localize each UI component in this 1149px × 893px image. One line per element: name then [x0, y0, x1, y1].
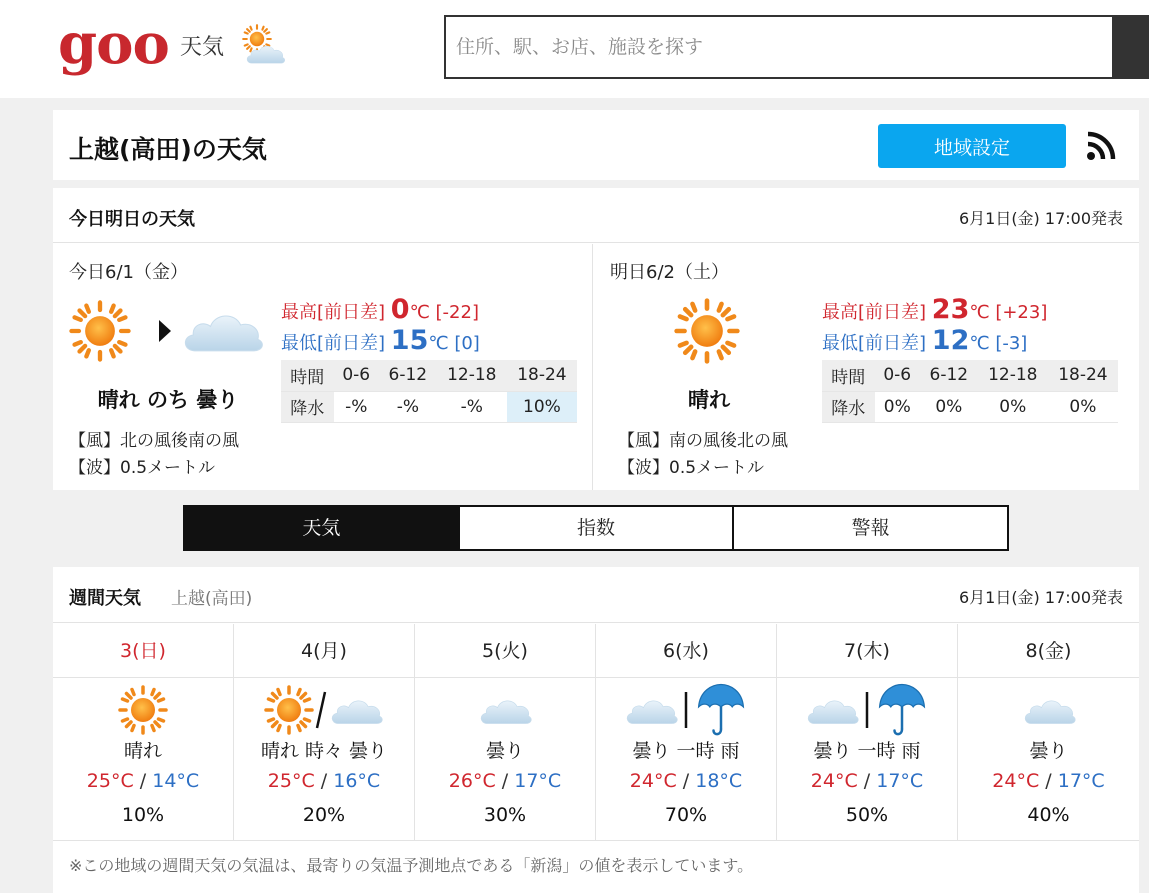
service-name[interactable]: 天気	[180, 35, 225, 60]
weekly-day-high: 25°C	[267, 770, 315, 792]
today-notes	[69, 428, 239, 482]
weekly-day-temps	[415, 770, 595, 792]
weekly-day	[234, 624, 415, 840]
rain-value: 0%	[920, 391, 978, 422]
tomorrow-wave: 【波】0.5メートル	[618, 458, 765, 478]
tomorrow-low-unit: ℃	[969, 333, 990, 354]
title-card	[53, 110, 1139, 180]
tomorrow-high-unit: ℃	[969, 302, 990, 323]
rain-value: 0%	[875, 391, 920, 422]
weekly-day-date: 6(水)	[596, 624, 776, 678]
tomorrow-high-diff: [+23]	[995, 302, 1048, 323]
umbrella-icon	[693, 682, 749, 738]
today-weather-text: 晴れ のち 曇り	[97, 388, 239, 412]
weekly-footnote: ※この地域の週間天気の気温は、最寄りの気温予測地点である「新潟」の値を表示しています。	[69, 856, 754, 875]
weekly-day-date: 3(日)	[53, 624, 233, 678]
rain-value: 0%	[1048, 391, 1118, 422]
weekly-day	[415, 624, 596, 840]
site-header	[0, 0, 1149, 98]
slot-header: 0-6	[334, 360, 379, 391]
rain-value: 0%	[978, 391, 1048, 422]
weekly-day-high: 24°C	[992, 770, 1040, 792]
temp-separator: /	[495, 770, 515, 792]
weekly-day-high: 24°C	[810, 770, 858, 792]
today-wind: 【風】北の風後南の風	[69, 431, 239, 451]
umbrella-icon	[874, 682, 930, 738]
slot-header: 18-24	[1048, 360, 1118, 391]
weekly-day-weather: 晴れ	[123, 740, 162, 762]
today-low: 15	[390, 325, 429, 356]
weekly-day-high: 26°C	[448, 770, 496, 792]
page-title: 上越(高田)の天気	[69, 135, 267, 164]
temp-separator: /	[1039, 770, 1058, 792]
weekly-day-temps	[596, 770, 776, 792]
sun-icon	[118, 685, 168, 735]
temp-separator: /	[314, 770, 334, 792]
weekly-day-weather: 曇り	[485, 740, 524, 762]
weekly-header	[53, 567, 1139, 623]
tab-warnings[interactable]: 警報	[851, 517, 890, 539]
cloud-icon	[477, 693, 533, 727]
tomorrow-low: 12	[931, 325, 970, 356]
weekly-day	[777, 624, 958, 840]
tomorrow-panel	[594, 244, 1139, 490]
search-box	[444, 15, 1114, 79]
weekly-card	[53, 567, 1139, 893]
cloud-icon	[1021, 693, 1077, 727]
today-date-label: 今日6/1（金）	[69, 262, 188, 283]
weekly-day-low: 17°C	[876, 770, 924, 792]
weekly-day	[596, 624, 777, 840]
weekly-day	[53, 624, 234, 840]
weekly-day-precip: 50%	[845, 804, 889, 826]
info-tabs	[183, 505, 1009, 551]
temp-separator: /	[857, 770, 877, 792]
tomorrow-weather-text: 晴れ	[688, 388, 730, 412]
sun-then-cloud-icon	[67, 296, 267, 366]
rain-value: -%	[334, 391, 379, 422]
separator-icon	[314, 686, 328, 734]
tomorrow-notes	[618, 428, 788, 482]
weekly-issued-time: 6月1日(金) 17:00発表	[958, 588, 1123, 607]
slot-header: 0-6	[875, 360, 920, 391]
weekly-day	[958, 624, 1139, 840]
weekly-day-high: 24°C	[629, 770, 677, 792]
cloud-icon	[328, 693, 384, 727]
tomorrow-temps	[822, 296, 1047, 358]
today-low-unit: ℃	[428, 333, 449, 354]
tab-index[interactable]: 指数	[460, 507, 735, 549]
slot-header: 12-18	[437, 360, 507, 391]
weekly-day-precip: 40%	[1027, 804, 1070, 826]
cloud-icon	[623, 693, 679, 727]
tomorrow-high: 23	[931, 294, 970, 325]
weekly-day-temps	[958, 770, 1139, 792]
cloud-icon	[804, 693, 860, 727]
goo-logo[interactable]: goo	[58, 11, 169, 77]
today-rain-table	[281, 360, 577, 423]
weekly-day-precip: 70%	[664, 804, 708, 826]
slot-header: 6-12	[920, 360, 978, 391]
separator-icon	[679, 686, 693, 734]
rss-icon[interactable]	[1086, 131, 1116, 161]
low-label: 最低[前日差]	[281, 333, 386, 354]
weekly-day-date: 5(火)	[415, 624, 595, 678]
weekly-day-precip: 30%	[483, 804, 527, 826]
rain-header: 降水	[281, 391, 334, 422]
weekly-day-high: 25°C	[86, 770, 134, 792]
weekly-day-date: 4(月)	[234, 624, 414, 678]
sun-icon	[670, 296, 746, 366]
today-high-unit: ℃	[409, 302, 430, 323]
weekly-title: 週間天気	[69, 588, 141, 609]
weekly-day-icons	[415, 684, 595, 736]
tab-weather[interactable]: 天気	[185, 507, 460, 549]
weekly-day-weather: 曇り 一時 雨	[813, 740, 921, 762]
search-button[interactable]	[1114, 15, 1149, 79]
time-header: 時間	[281, 360, 334, 391]
weekly-grid	[53, 624, 1139, 840]
weekly-day-icons	[777, 684, 957, 736]
weekly-day-low: 16°C	[333, 770, 381, 792]
weekly-day-date: 8(金)	[958, 624, 1139, 678]
rain-header: 降水	[822, 391, 875, 422]
tomorrow-rain-table	[822, 360, 1118, 423]
tomorrow-low-diff: [-3]	[995, 333, 1028, 354]
sun-cloud-logo-icon	[238, 24, 286, 68]
weekly-day-temps	[53, 770, 233, 792]
weekly-day-weather: 晴れ 時々 曇り	[260, 740, 388, 762]
today-panel	[53, 244, 593, 490]
temp-separator: /	[676, 770, 696, 792]
weekly-day-date: 7(木)	[777, 624, 957, 678]
weekly-day-icons	[234, 684, 414, 736]
weekly-day-icons	[53, 684, 233, 736]
section-title: 今日明日の天気	[69, 209, 195, 230]
weekly-area: 上越(高田)	[171, 589, 253, 609]
time-header: 時間	[822, 360, 875, 391]
rain-value: 10%	[507, 391, 577, 422]
divider	[53, 840, 1139, 841]
weekly-day-weather: 曇り	[1029, 740, 1068, 762]
high-label: 最高[前日差]	[281, 302, 386, 323]
weekly-day-low: 17°C	[1057, 770, 1105, 792]
weekly-day-low: 18°C	[695, 770, 743, 792]
tomorrow-date-label: 明日6/2（土）	[610, 262, 729, 283]
slot-header: 18-24	[507, 360, 577, 391]
today-tomorrow-card	[53, 188, 1139, 490]
rain-value: -%	[379, 391, 437, 422]
high-label: 最高[前日差]	[822, 302, 927, 323]
slot-header: 6-12	[379, 360, 437, 391]
section-header	[53, 188, 1139, 243]
weekly-day-temps	[234, 770, 414, 792]
rain-value: -%	[437, 391, 507, 422]
weekly-day-low: 14°C	[152, 770, 200, 792]
slot-header: 12-18	[978, 360, 1048, 391]
tomorrow-wind: 【風】南の風後北の風	[618, 431, 788, 451]
today-temps	[281, 296, 480, 358]
weekly-day-low: 17°C	[514, 770, 562, 792]
weekly-day-weather: 曇り 一時 雨	[632, 740, 740, 762]
weekly-day-precip: 10%	[121, 804, 165, 826]
weekly-day-precip: 20%	[302, 804, 346, 826]
region-settings-button[interactable]: 地域設定	[878, 124, 1066, 168]
sun-icon	[264, 685, 314, 735]
today-high: 0	[390, 294, 410, 325]
today-high-diff: [-22]	[435, 302, 479, 323]
weekly-day-icons	[596, 684, 776, 736]
separator-icon	[860, 686, 874, 734]
issued-time: 6月1日(金) 17:00発表	[958, 209, 1123, 228]
search-input[interactable]	[446, 17, 1112, 77]
weekly-day-temps	[777, 770, 957, 792]
today-low-diff: [0]	[454, 333, 480, 354]
today-wave: 【波】0.5メートル	[69, 458, 216, 478]
weekly-day-icons	[958, 684, 1139, 736]
low-label: 最低[前日差]	[822, 333, 927, 354]
temp-separator: /	[133, 770, 153, 792]
